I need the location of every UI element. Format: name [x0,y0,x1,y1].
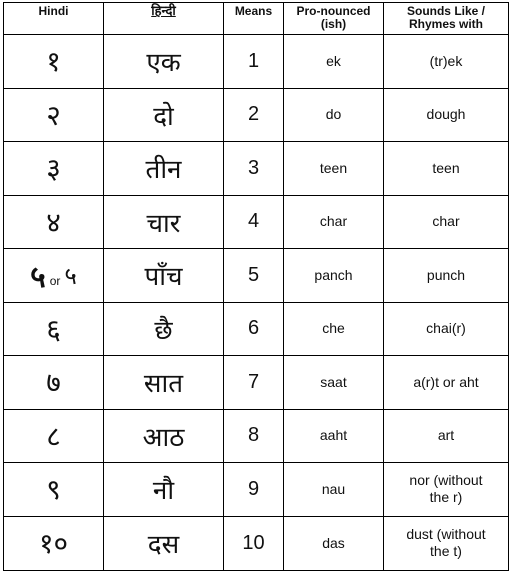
hindi-word-cell: छै [104,303,224,357]
sounds-like-cell: dough [384,89,508,143]
pronounced-cell: che [284,303,384,357]
numeral-cell: ४ [4,196,104,250]
numeral-cell: ७ [4,356,104,410]
header-hindi: Hindi [4,3,104,35]
hindi-word-cell: सात [104,356,224,410]
pronounced-cell: do [284,89,384,143]
numeral-cell: १ [4,35,104,89]
sounds-like-cell: (tr)ek [384,35,508,89]
header-hindi-devanagari-text: हिन्दी [151,4,176,19]
header-hindi-devanagari [104,3,224,35]
sounds-like-cell: chai(r) [384,303,508,357]
pronounced-cell: aaht [284,410,384,464]
header-sounds-like-line-2: Rhymes with [408,17,483,31]
means-cell: 9 [224,463,284,517]
numeral-cell: ६ [4,303,104,357]
means-cell: 10 [224,517,284,571]
or-label: or [49,274,61,289]
means-cell: 8 [224,410,284,464]
numeral-five-variant-b: ५ [64,261,77,290]
hindi-word-cell: आठ [104,410,224,464]
pronounced-cell: ek [284,35,384,89]
means-cell: 3 [224,142,284,196]
sounds-like-line-1: dust (without [406,526,486,543]
hindi-word-cell: चार [104,196,224,250]
numeral-cell: १० [4,517,104,571]
pronounced-cell: saat [284,356,384,410]
header-pronounced [284,3,384,35]
numeral-cell: ८ [4,410,104,464]
header-means: Means [224,3,284,35]
hindi-word-cell: एक [104,35,224,89]
pronounced-cell: teen [284,142,384,196]
header-pronounced-line-2: (ish) [320,17,347,31]
header-pronounced-line-1: Pro-nounced [296,4,371,18]
numeral-cell: ९ [4,463,104,517]
numeral-cell: ३ [4,142,104,196]
sounds-like-line-2: the r) [429,489,463,506]
sounds-like-line-1: nor (without [409,472,483,489]
sounds-like-line-2: the t) [430,543,462,560]
sounds-like-cell: a(r)t or aht [384,356,508,410]
pronounced-cell: das [284,517,384,571]
header-sounds-like [384,3,508,35]
pronounced-cell: char [284,196,384,250]
hindi-word-cell: पाँच [104,249,224,303]
sounds-like-cell [384,463,508,517]
means-cell: 5 [224,249,284,303]
sounds-like-cell: teen [384,142,508,196]
sounds-like-cell: punch [384,249,508,303]
means-cell: 2 [224,89,284,143]
numeral-cell: २ [4,89,104,143]
hindi-numbers-table [3,2,509,571]
means-cell: 6 [224,303,284,357]
hindi-word-cell: नौ [104,463,224,517]
means-cell: 1 [224,35,284,89]
header-sounds-like-line-1: Sounds Like / [406,4,485,18]
hindi-word-cell: दो [104,89,224,143]
sounds-like-cell: char [384,196,508,250]
sounds-like-cell [384,517,508,571]
pronounced-cell: nau [284,463,384,517]
hindi-word-cell: दस [104,517,224,571]
sounds-like-cell: art [384,410,508,464]
numeral-five-variant-a: ५ [30,259,46,295]
means-cell: 7 [224,356,284,410]
hindi-word-cell: तीन [104,142,224,196]
means-cell: 4 [224,196,284,250]
numeral-cell [4,249,104,303]
pronounced-cell: panch [284,249,384,303]
